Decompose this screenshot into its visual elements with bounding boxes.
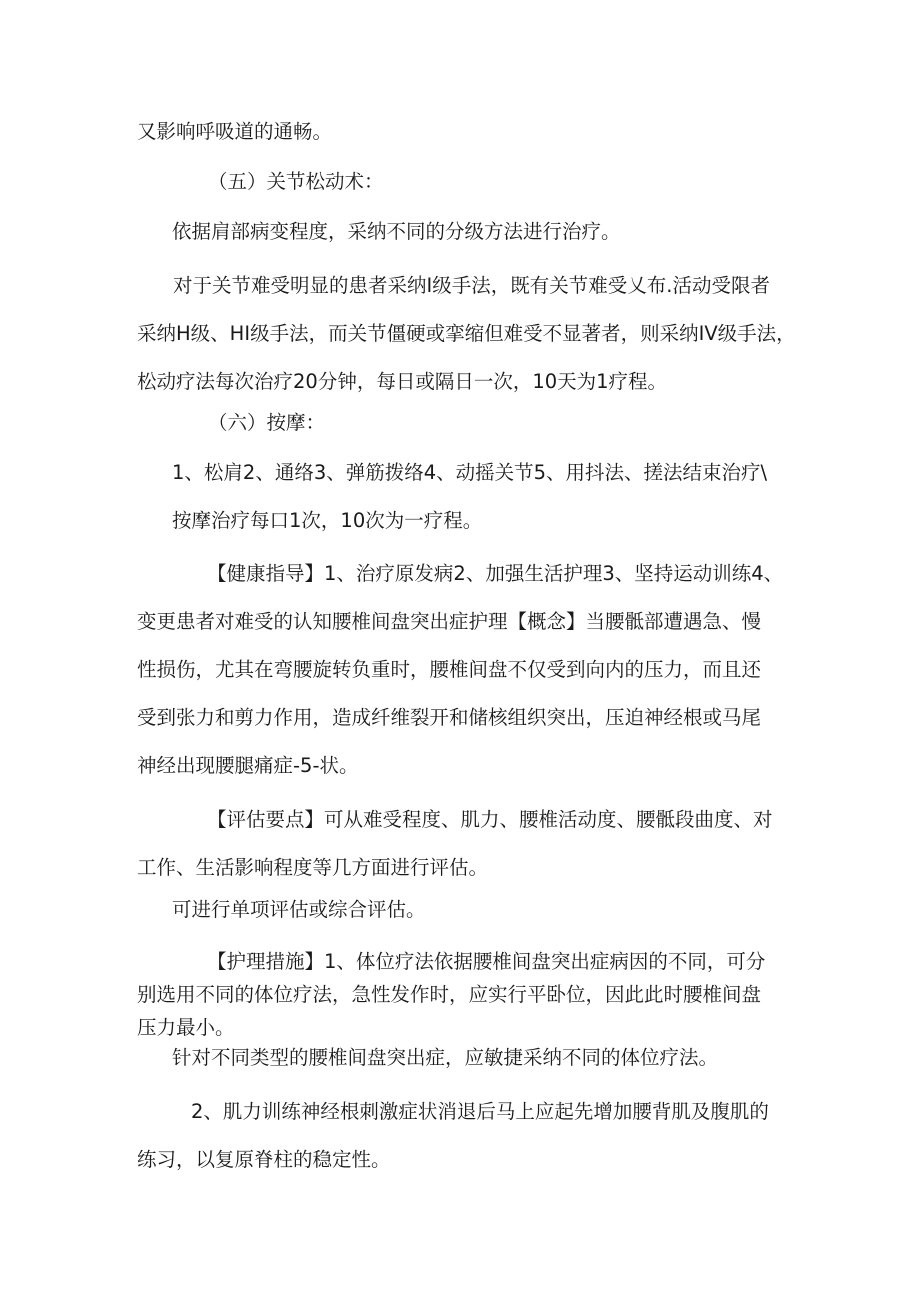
paragraph-muscle-training (137, 1088, 769, 1184)
paragraph: 按摩治疗每口1次，10次为一疗程。 (172, 509, 483, 532)
paragraph-continuation: 又影响呼吸道的通畅。 (137, 120, 333, 143)
paragraph: 可进行单项评估或综合评估。 (172, 898, 426, 921)
paragraph-line: 2、肌力训练神经根刺激症状消退后马上应起先增加腰背肌及腹肌的 (191, 1100, 769, 1123)
paragraph: 针对不同类型的腰椎间盘突出症，应敏捷采纳不同的体位疗法。 (172, 1046, 719, 1069)
paragraph-line: 受到张力和剪力作用，造成纤维裂开和储核组织突出，压迫神经根或马尾 (137, 706, 762, 729)
paragraph (137, 262, 796, 406)
paragraph-line: 变更患者对难受的认知腰椎间盘突出症护理【概念】当腰骶部遭遇急、慢 (137, 610, 762, 633)
paragraph-line: 性损伤，尤其在弯腰旋转负重时，腰椎间盘不仅受到向内的压力，而且还 (137, 658, 762, 681)
paragraph-line: 松动疗法每次治疗20分钟，每日或隔日一次，10天为1疗程。 (137, 370, 668, 393)
paragraph-line: 【健康指导】1、治疗原发病2、加强生活护理3、坚持运动训练4、 (207, 562, 784, 585)
section-heading-joint-mobilization: （五）关节松动术： (208, 170, 384, 193)
paragraph-line: 工作、生活影响程度等几方面进行评估。 (137, 856, 489, 879)
paragraph-line: 【评估要点】可从难受程度、肌力、腰椎活动度、腰骶段曲度、对 (207, 808, 773, 831)
paragraph-line: 采纳H级、HI级手法，而关节僵硬或挛缩但难受不显著者，则采纳IV级手法， (137, 322, 796, 345)
paragraph-line: 神经出现腰腿痛症-5-状。 (137, 754, 359, 777)
paragraph-health-guidance (137, 550, 783, 790)
paragraph-line: 【护理措施】1、体位疗法依据腰椎间盘突出症病因的不同，可分 (207, 950, 766, 973)
paragraph-line: 别选用不同的体位疗法，急性发作时，应实行平卧位，因此此时腰椎间盘 (137, 983, 762, 1006)
section-heading-massage: （六）按摩： (208, 411, 326, 434)
paragraph: 依据肩部病变程度，采纳不同的分级方法进行治疗。 (172, 220, 621, 243)
paragraph-line: 练习，以复原脊柱的稳定性。 (137, 1148, 391, 1171)
paragraph: 1、松肩2、通络3、弹筋拨络4、动摇关节5、用抖法、搓法结束治疗\ (172, 461, 768, 484)
paragraph-assessment-points (137, 796, 773, 892)
paragraph-line: 对于关节难受明显的患者采纳I级手法，既有关节难受乂布.活动受限者 (173, 274, 770, 297)
paragraph-line: 压力最小。 (137, 1016, 235, 1039)
paragraph-nursing-measures (137, 945, 765, 1044)
